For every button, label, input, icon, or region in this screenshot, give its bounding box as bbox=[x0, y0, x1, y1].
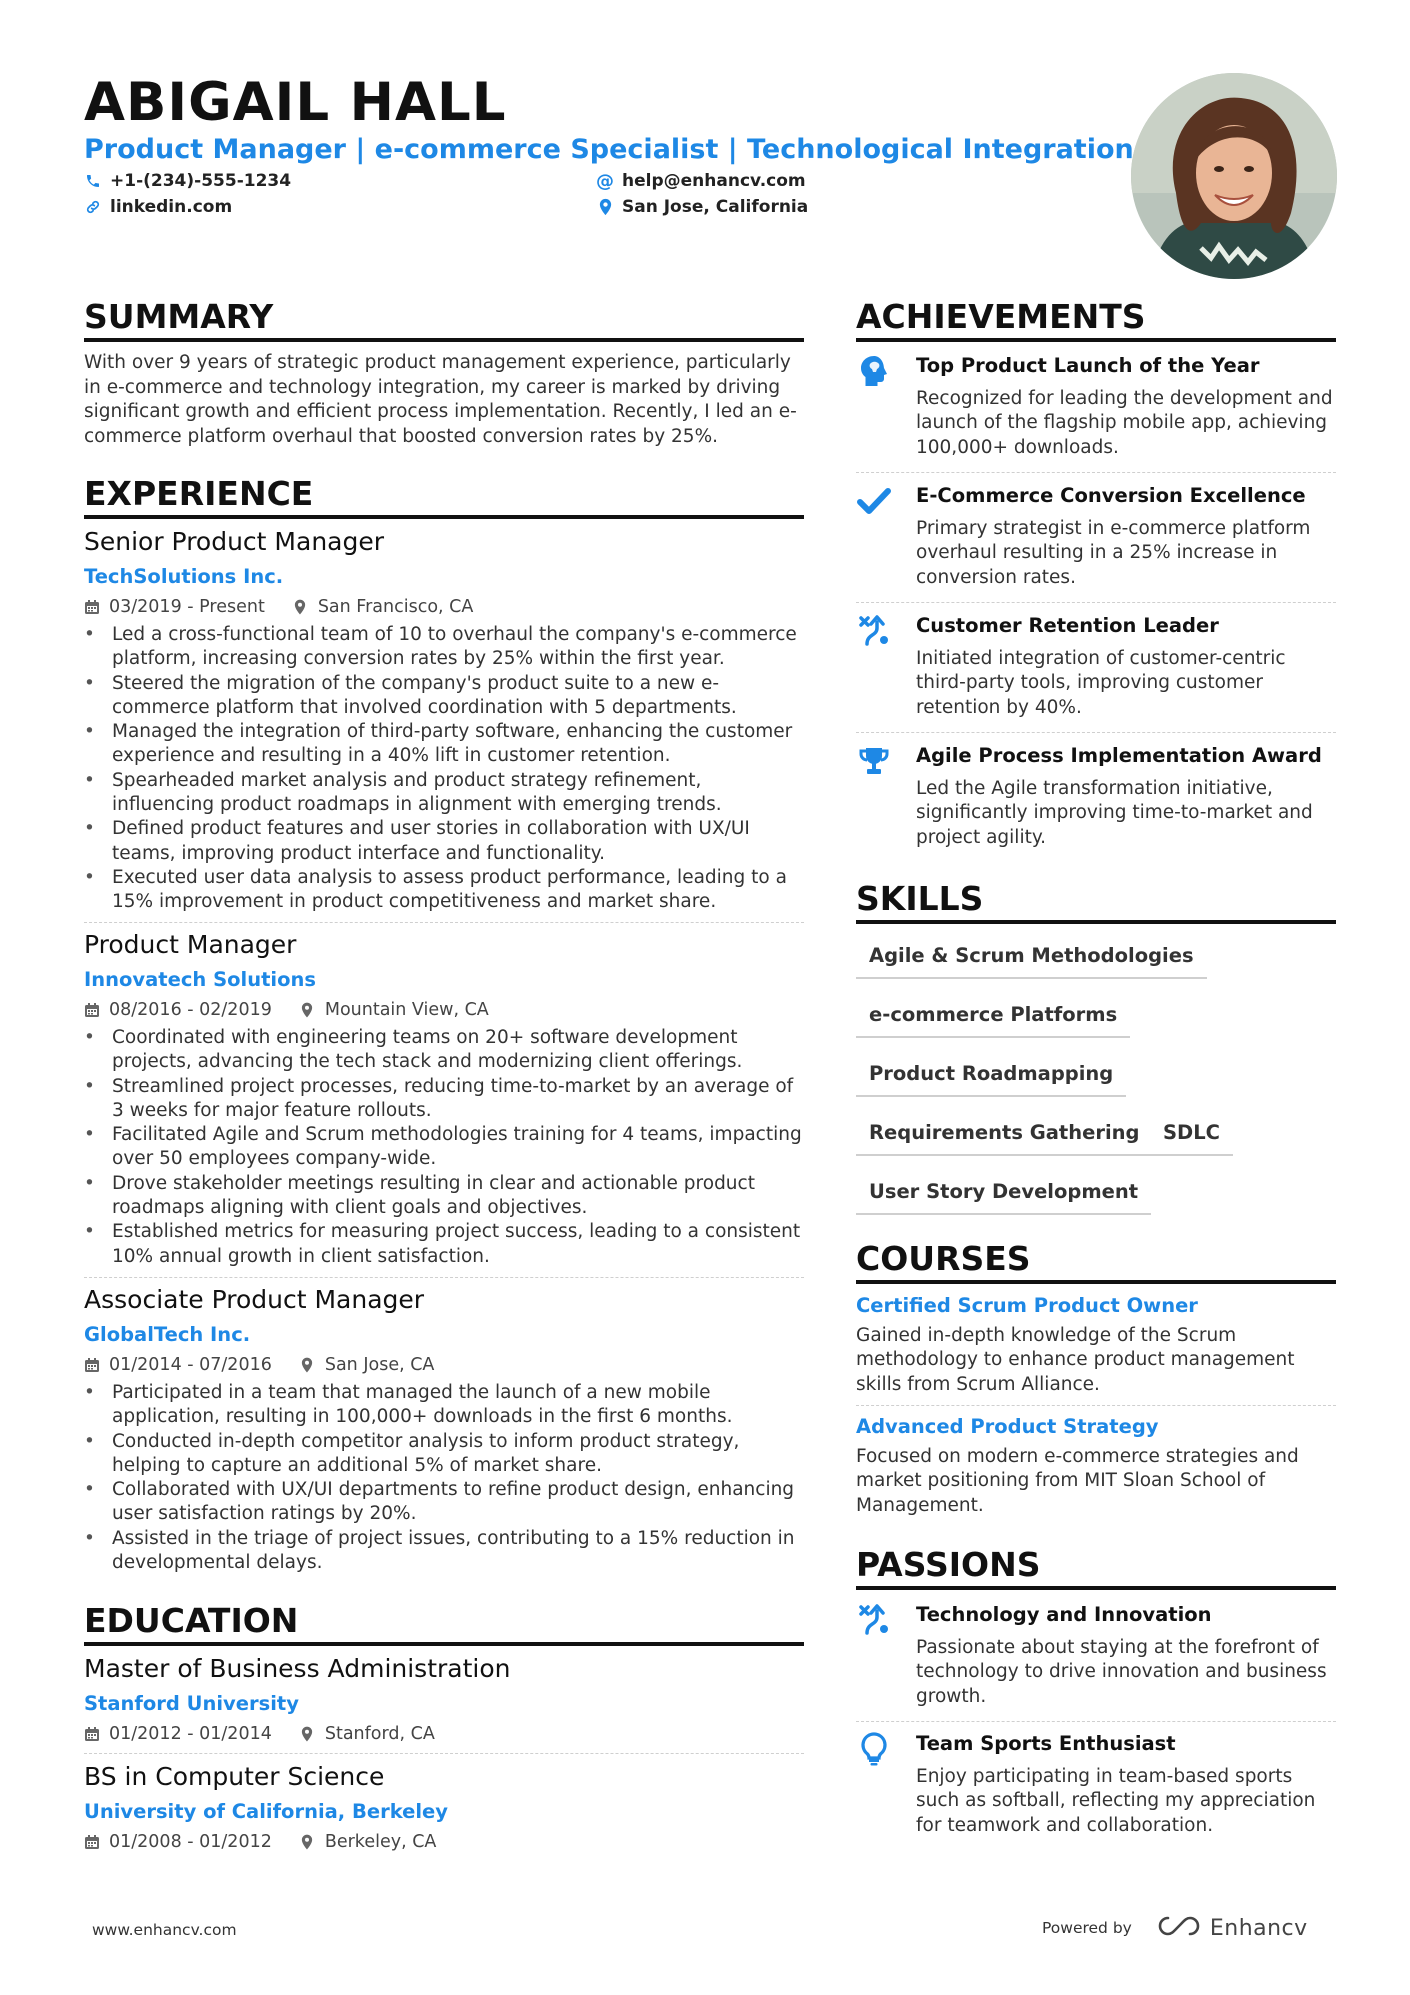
map-pin-icon bbox=[596, 198, 614, 216]
education-meta bbox=[84, 1722, 804, 1746]
bullet-item: • Coordinated with engineering teams on 20+ software development projects, advancing the tech stack and modernizing client offerings. bbox=[84, 1026, 804, 1075]
passion-item bbox=[856, 1731, 1336, 1838]
skills-heading: SKILLS bbox=[856, 879, 1336, 924]
job-meta bbox=[84, 998, 804, 1022]
achievement-item bbox=[856, 613, 1336, 720]
phone-text: +1-(234)-555-1234 bbox=[110, 171, 292, 191]
footer-branding[interactable] bbox=[1042, 1914, 1308, 1942]
item-divider bbox=[856, 732, 1336, 733]
degree-title: Master of Business Administration bbox=[84, 1654, 511, 1683]
achievement-title: Customer Retention Leader bbox=[916, 614, 1219, 637]
bullet-item: • Facilitated Agile and Scrum methodologies training for 4 teams, impacting over 50 employees company-wide. bbox=[84, 1123, 804, 1172]
skill-tag: Agile & Scrum Methodologies bbox=[856, 944, 1207, 979]
school-name[interactable]: University of California, Berkeley bbox=[84, 1800, 448, 1823]
job-location: Mountain View, CA bbox=[324, 1000, 489, 1020]
bullet-item: • Spearheaded market analysis and product strategy refinement, influencing product roadmaps in alignment with emerging trends. bbox=[84, 769, 804, 818]
bullet-item: • Drove stakeholder meetings resulting in clear and actionable product roadmaps aligning with client goals and objectives. bbox=[84, 1172, 804, 1221]
item-divider bbox=[856, 1721, 1336, 1722]
bullet-item: • Collaborated with UX/UI departments to refine product design, enhancing user satisfaction ratings by 20%. bbox=[84, 1478, 804, 1527]
achievement-title: E-Commerce Conversion Excellence bbox=[916, 484, 1306, 507]
skill-tag: Product Roadmapping bbox=[856, 1062, 1126, 1097]
job-bullets bbox=[84, 623, 804, 915]
job-title: Product Manager bbox=[84, 930, 297, 959]
passion-desc: Passionate about staying at the forefront of technology to drive innovation and business growth. bbox=[916, 1637, 1327, 1707]
location-text: San Jose, California bbox=[622, 197, 809, 217]
email-text: help@enhancv.com bbox=[622, 171, 806, 191]
achievement-title: Agile Process Implementation Award bbox=[916, 744, 1322, 767]
achievement-item bbox=[856, 743, 1336, 850]
bullet-item: • Streamlined project processes, reducing time-to-market by an average of 3 weeks for major feature rollouts. bbox=[84, 1075, 804, 1124]
summary-text: With over 9 years of strategic product management experience, particularly in e-commerce and technology integration, my career is marked by driving significant growth and efficient process implementation. Recently, I led an e-commerce platform overhaul that boosted conversion rates by 25%. bbox=[84, 352, 797, 447]
achievement-desc: Led the Agile transformation initiative, significantly improving time-to-market and project agility. bbox=[916, 778, 1313, 848]
link-icon bbox=[84, 198, 102, 216]
job-dates: 03/2019 - Present bbox=[109, 597, 265, 617]
lightbulb-icon bbox=[856, 1731, 892, 1767]
brand-name: Enhancv bbox=[1209, 1915, 1308, 1941]
education-entry bbox=[84, 1761, 804, 1854]
achievement-desc: Initiated integration of customer-centric third-party tools, improving customer retention by 40%. bbox=[916, 648, 1286, 718]
course-desc: Focused on modern e-commerce strategies and market positioning from MIT Sloan School of Management. bbox=[856, 1446, 1299, 1516]
bullet-item: • Executed user data analysis to assess product performance, leading to a 15% improvement in product competitiveness and market share. bbox=[84, 866, 804, 915]
bullet-item: • Led a cross-functional team of 10 to overhaul the company's e-commerce platform, increasing conversion rates by 25% within the first year. bbox=[84, 623, 804, 672]
education-location: Stanford, CA bbox=[324, 1724, 435, 1744]
education-meta bbox=[84, 1830, 804, 1854]
school-name[interactable]: Stanford University bbox=[84, 1692, 299, 1715]
bullet-item: • Defined product features and user stories in collaboration with UX/UI teams, improving product interface and functionality. bbox=[84, 817, 804, 866]
map-pin-icon bbox=[300, 1357, 316, 1373]
job-dates: 08/2016 - 02/2019 bbox=[109, 1000, 272, 1020]
education-entry bbox=[84, 1653, 804, 1746]
job-bullets bbox=[84, 1026, 804, 1269]
passions-heading: PASSIONS bbox=[856, 1545, 1336, 1590]
education-dates: 01/2008 - 01/2012 bbox=[109, 1832, 272, 1852]
check-icon bbox=[856, 483, 892, 519]
bullet-item: • Conducted in-depth competitor analysis to inform product strategy, helping to capture an additional 5% of market share. bbox=[84, 1430, 804, 1479]
job-meta bbox=[84, 595, 804, 619]
bullet-item: • Assisted in the triage of project issues, contributing to a 15% reduction in developmental delays. bbox=[84, 1527, 804, 1576]
skill-tag: SDLC bbox=[1150, 1121, 1233, 1156]
strategy-icon bbox=[856, 1602, 892, 1638]
company-name[interactable]: GlobalTech Inc. bbox=[84, 1323, 251, 1346]
job-title: Senior Product Manager bbox=[84, 527, 385, 556]
job-location: San Jose, CA bbox=[324, 1355, 435, 1375]
achievement-desc: Primary strategist in e-commerce platform overhaul resulting in a 25% increase in conversion rates. bbox=[916, 518, 1311, 588]
entry-divider bbox=[84, 1277, 804, 1278]
phone-contact[interactable] bbox=[84, 171, 291, 191]
experience-entry bbox=[84, 1284, 804, 1575]
bullet-item: • Participated in a team that managed the launch of a new mobile application, resulting in 100,000+ downloads in the first 6 months. bbox=[84, 1381, 804, 1430]
map-pin-icon bbox=[300, 1834, 316, 1850]
item-divider bbox=[856, 472, 1336, 473]
calendar-icon bbox=[84, 1834, 100, 1850]
job-bullets bbox=[84, 1381, 804, 1575]
linkedin-contact[interactable] bbox=[84, 197, 232, 217]
calendar-icon bbox=[84, 1726, 100, 1742]
company-name[interactable]: TechSolutions Inc. bbox=[84, 565, 284, 588]
achievement-item bbox=[856, 353, 1336, 460]
profile-photo bbox=[1131, 73, 1337, 279]
job-title: Associate Product Manager bbox=[84, 1285, 425, 1314]
passion-item bbox=[856, 1602, 1336, 1709]
map-pin-icon bbox=[293, 599, 309, 615]
entry-divider bbox=[84, 1753, 804, 1754]
email-contact[interactable] bbox=[596, 171, 806, 191]
education-location: Berkeley, CA bbox=[324, 1832, 437, 1852]
passion-title: Technology and Innovation bbox=[916, 1603, 1212, 1626]
candidate-name: ABIGAIL HALL bbox=[84, 72, 507, 133]
passion-desc: Enjoy participating in team-based sports such as softball, reflecting my appreciation for teamwork and collaboration. bbox=[916, 1766, 1316, 1836]
item-divider bbox=[856, 1405, 1336, 1406]
job-location: San Francisco, CA bbox=[317, 597, 474, 617]
company-name[interactable]: Innovatech Solutions bbox=[84, 968, 316, 991]
course-title[interactable]: Certified Scrum Product Owner bbox=[856, 1294, 1198, 1317]
education-dates: 01/2012 - 01/2014 bbox=[109, 1724, 272, 1744]
education-heading: EDUCATION bbox=[84, 1601, 804, 1646]
calendar-icon bbox=[84, 1357, 100, 1373]
map-pin-icon bbox=[300, 1002, 316, 1018]
skill-tag: Requirements Gathering bbox=[856, 1121, 1153, 1156]
location-contact bbox=[596, 197, 808, 217]
experience-entry bbox=[84, 929, 804, 1269]
achievement-title: Top Product Launch of the Year bbox=[916, 354, 1260, 377]
passion-title: Team Sports Enthusiast bbox=[916, 1732, 1176, 1755]
courses-heading: COURSES bbox=[856, 1239, 1336, 1284]
strategy-icon bbox=[856, 613, 892, 649]
bullet-item: • Managed the integration of third-party software, enhancing the customer experience and resulting in a 40% lift in customer retention. bbox=[84, 720, 804, 769]
achievements-heading: ACHIEVEMENTS bbox=[856, 297, 1336, 342]
experience-entry bbox=[84, 526, 804, 915]
job-meta bbox=[84, 1353, 804, 1377]
calendar-icon bbox=[84, 1002, 100, 1018]
map-pin-icon bbox=[300, 1726, 316, 1742]
achievement-item bbox=[856, 483, 1336, 590]
candidate-tagline: Product Manager | e-commerce Specialist | Technological Integration bbox=[84, 134, 1134, 165]
experience-heading: EXPERIENCE bbox=[84, 474, 804, 519]
course-title[interactable]: Advanced Product Strategy bbox=[856, 1415, 1159, 1438]
achievement-desc: Recognized for leading the development and launch of the flagship mobile app, achieving 100,000+ downloads. bbox=[916, 388, 1333, 458]
bullet-item: • Established metrics for measuring project success, leading to a consistent 10% annual growth in client satisfaction. bbox=[84, 1220, 804, 1269]
bullet-item: • Steered the migration of the company's product suite to a new e-commerce platform that involved coordination with 5 departments. bbox=[84, 672, 804, 721]
phone-icon bbox=[84, 172, 102, 190]
course-desc: Gained in-depth knowledge of the Scrum methodology to enhance product management skills from Scrum Alliance. bbox=[856, 1325, 1295, 1395]
head-icon bbox=[856, 353, 892, 389]
linkedin-text: linkedin.com bbox=[110, 197, 233, 217]
job-dates: 01/2014 - 07/2016 bbox=[109, 1355, 272, 1375]
degree-title: BS in Computer Science bbox=[84, 1762, 385, 1791]
skill-tag: User Story Development bbox=[856, 1180, 1151, 1215]
enhancv-logo-icon bbox=[1156, 1914, 1202, 1942]
skill-tag: e-commerce Platforms bbox=[856, 1003, 1130, 1038]
at-icon: @ bbox=[596, 170, 614, 192]
footer-website[interactable]: www.enhancv.com bbox=[92, 1921, 237, 1939]
powered-by-label: Powered by bbox=[1042, 1919, 1132, 1937]
summary-heading: SUMMARY bbox=[84, 297, 804, 342]
entry-divider bbox=[84, 922, 804, 923]
item-divider bbox=[856, 602, 1336, 603]
calendar-icon bbox=[84, 599, 100, 615]
trophy-icon bbox=[856, 743, 892, 779]
